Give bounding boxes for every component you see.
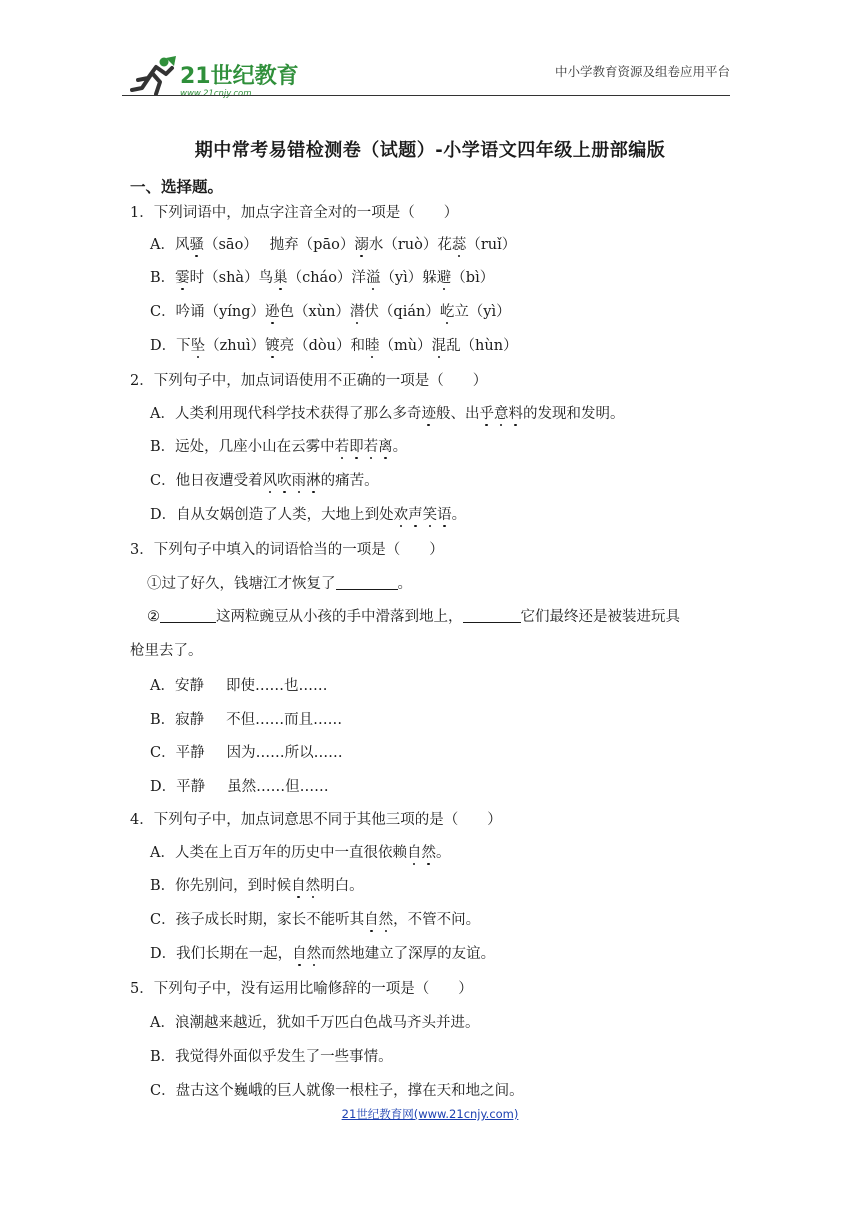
page-footer <box>0 1106 860 1122</box>
fill-blank <box>463 608 521 623</box>
question-2-option-a: A．人类利用现代科学技术获得了那么多奇迹般、出乎意料的发现和发明。 <box>150 406 625 422</box>
question-2-option-c: C．他日夜遭受着风吹雨淋的痛苦。 <box>150 473 379 489</box>
question-1-option-a: A．风骚（sāo） 抛弃（pāo）溺水（ruò）花蕊（ruǐ） <box>150 237 517 253</box>
question-3-stem: 3．下列句子中填入的词语恰当的一项是（ ） <box>130 542 444 558</box>
page-title: 期中常考易错检测卷（试题）-小学语文四年级上册部编版 <box>194 140 666 161</box>
logo-url: www.21cnjy.com <box>180 89 252 98</box>
question-4-option-a: A．人类在上百万年的历史中一直很依赖自然。 <box>150 845 451 861</box>
site-logo <box>126 54 306 98</box>
page-header <box>122 52 730 98</box>
question-3-option-d: D．平静 虽然……但…… <box>150 779 329 795</box>
question-4-stem: 4．下列句子中，加点词意思不同于其他三项的是（ ） <box>130 812 502 828</box>
question-5-option-c: C．盘古这个巍峨的巨人就像一根柱子，撑在天和地之间。 <box>150 1083 524 1099</box>
question-3-sentence-2-cont: 枪里去了。 <box>130 643 203 659</box>
question-3-option-b: B．寂静 不但……而且…… <box>150 712 343 728</box>
section-heading: 一、选择题。 <box>130 178 224 196</box>
question-1-option-b: B．霎时（shà）鸟巢（cháo）洋溢（yì）躲避（bì） <box>150 270 495 286</box>
question-4-option-b: B．你先别问，到时候自然明白。 <box>150 878 364 894</box>
question-3-option-c: C．平静 因为……所以…… <box>150 745 343 761</box>
question-1-stem: 1．下列词语中，加点字注音全对的一项是（ ） <box>130 205 459 221</box>
logo-text: 21世纪教育 <box>180 64 299 89</box>
question-2-stem: 2．下列句子中，加点词语使用不正确的一项是（ ） <box>130 373 488 389</box>
question-5-option-b: B．我觉得外面似乎发生了一些事情。 <box>150 1049 393 1065</box>
question-3-option-a: A．安静 即使……也…… <box>150 678 328 694</box>
question-4-option-c: C．孩子成长时期，家长不能听其自然，不管不问。 <box>150 912 481 928</box>
question-2-option-d: D．自从女娲创造了人类，大地上到处欢声笑语。 <box>150 507 467 523</box>
question-5-option-a: A．浪潮越来越近，犹如千万匹白色战马齐头并进。 <box>150 1015 480 1031</box>
question-1-option-d: D．下坠（zhuì）镀亮（dòu）和睦（mù）混乱（hùn） <box>150 338 518 354</box>
platform-name: 中小学教育资源及组卷应用平台 <box>554 64 730 79</box>
fill-blank <box>160 608 216 623</box>
question-2-option-b: B．远处，几座小山在云雾中若即若离。 <box>150 439 408 455</box>
question-3-sentence-1: ①过了好久，钱塘江才恢复了 。 <box>147 576 412 592</box>
question-5-stem: 5．下列句子中，没有运用比喻修辞的一项是（ ） <box>130 981 473 997</box>
header-divider <box>122 95 730 96</box>
question-3-sentence-2: ② 这两粒豌豆从小孩的手中滑落到地上， 它们最终还是被装进玩具 <box>147 609 680 625</box>
question-4-option-d: D．我们长期在一起，自然而然地建立了深厚的友谊。 <box>150 946 496 962</box>
runner-icon <box>132 56 176 94</box>
fill-blank <box>336 575 398 590</box>
question-1-option-c: C．吟诵（yíng）逊色（xùn）潜伏（qián）屹立（yì） <box>150 304 511 320</box>
footer-link[interactable]: 21世纪教育网(www.21cnjy.com) <box>341 1107 519 1121</box>
